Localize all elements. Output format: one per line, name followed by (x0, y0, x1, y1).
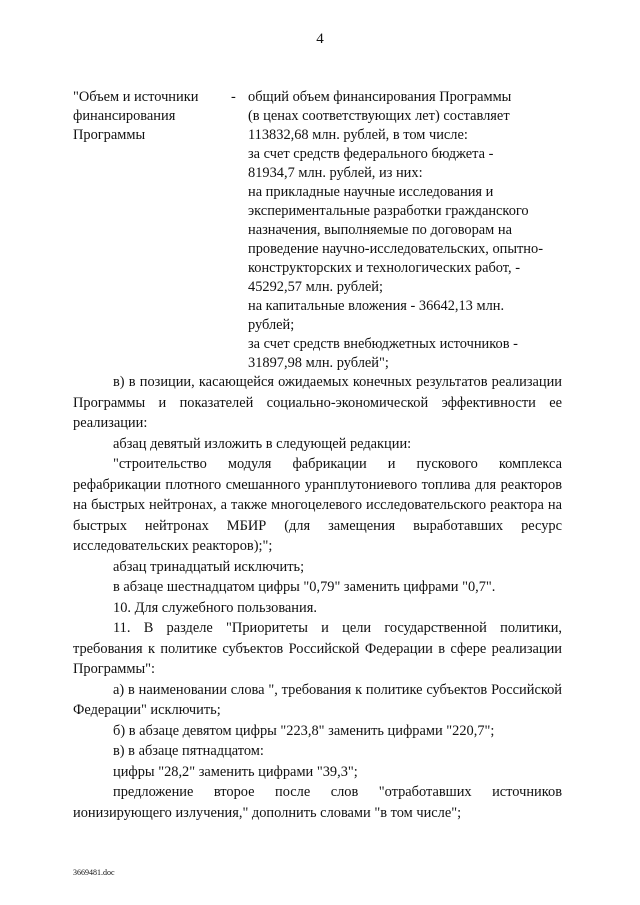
passport-value-line: 113832,68 млн. рублей, в том числе: (248, 127, 468, 143)
passport-label-line: финансирования (73, 108, 176, 124)
passport-value-line: проведение научно-исследовательских, опытно- (248, 241, 543, 257)
paragraph-figures: цифры "28,2" заменить цифрами "39,3"; (113, 763, 358, 780)
passport-value (248, 88, 573, 373)
passport-label-line: "Объем и источники (73, 89, 199, 105)
paragraph-ninth-abzac: абзац девятый изложить в следующей редакции: (113, 435, 412, 452)
paragraph-v-position: в) в позиции, касающейся ожидаемых конечных результатов реализации Программы и показателей социально-экономической эффективности ее реализации: (73, 374, 562, 431)
passport-value-line: конструкторских и технологических работ, - (248, 260, 521, 276)
paragraph-subitem-a: а) в наименовании слова ", требования к политике субъектов Российской Федерации" исключить; (73, 681, 562, 718)
passport-value-line: общий объем финансирования Программы (248, 89, 512, 105)
passport-value-line: назначения, выполняемые по договорам на (248, 222, 512, 238)
passport-label-line: Программы (73, 127, 146, 143)
passport-value-line: (в ценах соответствующих лет) составляет (248, 108, 510, 124)
passport-label (73, 88, 233, 145)
passport-dash: - (231, 89, 236, 105)
document-code: 3669481.doc (73, 868, 115, 877)
passport-value-line: на капитальные вложения - 36642,13 млн. (248, 298, 505, 314)
passport-value-line: рублей; (248, 317, 295, 333)
passport-value-line: 81934,7 млн. рублей, из них: (248, 165, 423, 181)
paragraph-sixteenth-abzac: в абзаце шестнадцатом цифры "0,79" заменить цифрами "0,7". (113, 579, 496, 595)
amendment-text (73, 372, 562, 823)
paragraph-subitem-v: в) в абзаце пятнадцатом: (113, 743, 264, 759)
paragraph-construction: "строительство модуля фабрикации и пускового комплекса рефабрикации плотного смешанного уранплутониевого топлива для реакторов на быстрых нейтронах, а также многоцелевого исследовательского реактора на быстрых нейтронах МБИР (для замещения выработавших ресурс исследовательских реакторов);"; (73, 456, 562, 554)
passport-value-line: 31897,98 млн. рублей"; (248, 355, 389, 371)
paragraph-item-11: 11. В разделе "Приоритеты и цели государственной политики, требования к политике субъектов Российской Федерации в сфере реализации Программы": (73, 620, 562, 677)
passport-value-line: на прикладные научные исследования и (248, 184, 494, 200)
paragraph-thirteenth-abzac: абзац тринадцатый исключить; (113, 558, 305, 575)
page-number: 4 (316, 31, 324, 47)
paragraph-subitem-b: б) в абзаце девятом цифры "223,8" заменить цифрами "220,7"; (113, 722, 495, 739)
passport-value-line: экспериментальные разработки гражданского (248, 203, 529, 219)
paragraph-item-10: 10. Для служебного пользования. (113, 599, 317, 616)
passport-value-line: за счет средств федерального бюджета - (248, 146, 494, 162)
paragraph-sentence-second: предложение второе после слов "отработавших источников ионизирующего излучения," дополнить словами "в том числе"; (73, 784, 562, 821)
passport-value-line: за счет средств внебюджетных источников - (248, 336, 518, 352)
passport-value-line: 45292,57 млн. рублей; (248, 279, 383, 295)
